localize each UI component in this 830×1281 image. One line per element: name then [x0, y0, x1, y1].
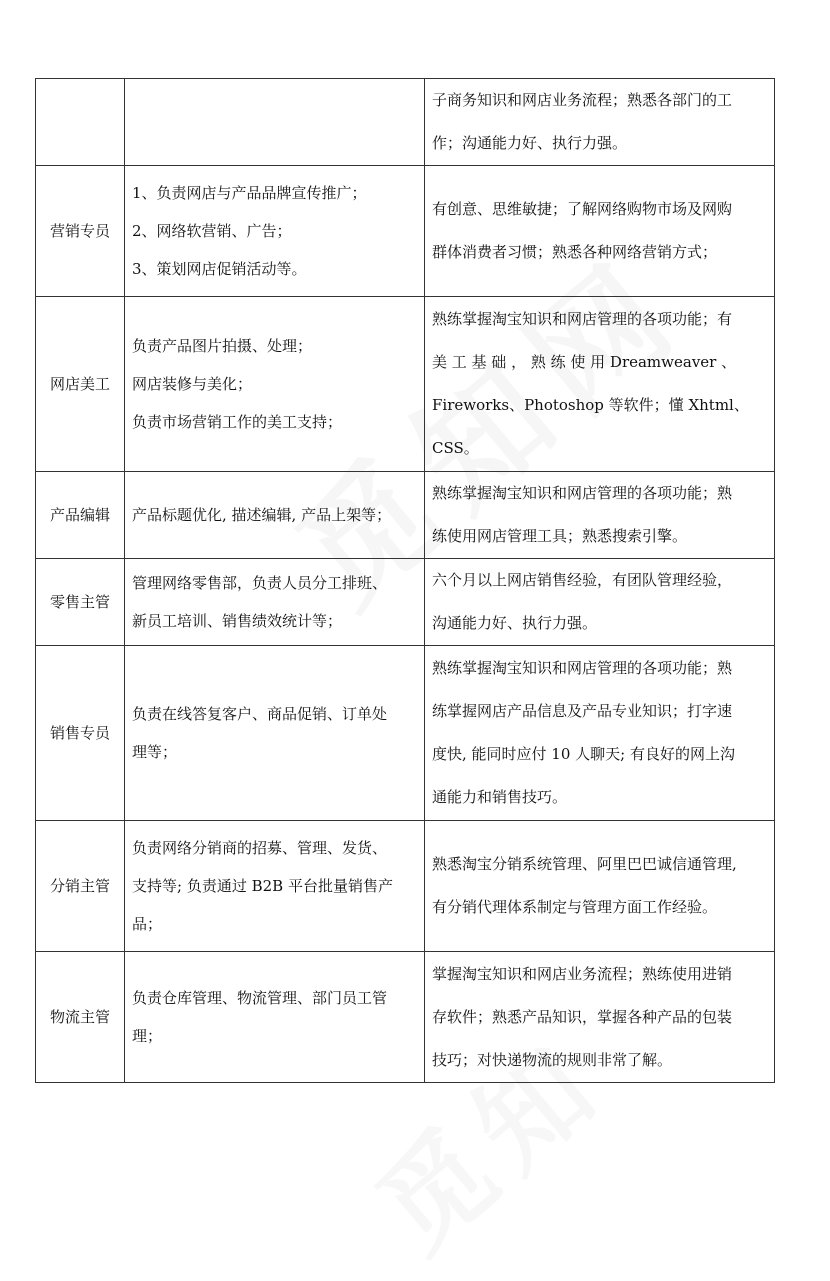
requirements-cell: 六个月以上网店销售经验，有团队管理经验， 沟通能力好、执行力强。: [425, 559, 775, 646]
duties-cell: 负责在线答复客户、商品促销、订单处 理等；: [125, 646, 425, 821]
role-title-cell: 网店美工: [36, 297, 125, 472]
duties-cell: 产品标题优化, 描述编辑, 产品上架等；: [125, 472, 425, 559]
table-row: [36, 821, 775, 952]
duties-cell: [125, 79, 425, 166]
table-row: [36, 559, 775, 646]
role-title-cell: 分销主管: [36, 821, 125, 952]
table-row: [36, 79, 775, 166]
table-row: [36, 166, 775, 297]
requirements-cell: 熟练掌握淘宝知识和网店管理的各项功能；熟 练掌握网店产品信息及产品专业知识；打字速 度快, 能同时应付 10 人聊天; 有良好的网上沟 通能力和销售技巧。: [425, 646, 775, 821]
requirements-cell: 熟练掌握淘宝知识和网店管理的各项功能；熟 练使用网店管理工具；熟悉搜索引擎。: [425, 472, 775, 559]
job-roles-table: [35, 78, 775, 1083]
role-title-cell: [36, 79, 125, 166]
duties-cell: 负责仓库管理、物流管理、部门员工管 理；: [125, 952, 425, 1083]
duties-cell: 负责产品图片拍摄、处理； 网店装修与美化； 负责市场营销工作的美工支持；: [125, 297, 425, 472]
requirements-cell: 掌握淘宝知识和网店业务流程；熟练使用进销 存软件；熟悉产品知识，掌握各种产品的包装 技巧；对快递物流的规则非常了解。: [425, 952, 775, 1083]
duties-cell: 1、负责网店与产品品牌宣传推广； 2、网络软营销、广告； 3、策划网店促销活动等。: [125, 166, 425, 297]
table-row: [36, 952, 775, 1083]
requirements-cell: 子商务知识和网店业务流程；熟悉各部门的工 作；沟通能力好、执行力强。: [425, 79, 775, 166]
role-title-cell: 销售专员: [36, 646, 125, 821]
role-title-cell: 产品编辑: [36, 472, 125, 559]
table-row: [36, 646, 775, 821]
table-row: [36, 472, 775, 559]
role-title-cell: 物流主管: [36, 952, 125, 1083]
requirements-cell: 熟练掌握淘宝知识和网店管理的各项功能；有 美 工 基 础 ， 熟 练 使 用 Dreamweaver 、 Fireworks、Photoshop 等软件；懂 Xhtml、 CSS。: [425, 297, 775, 472]
role-title-cell: 零售主管: [36, 559, 125, 646]
role-title-cell: 营销专员: [36, 166, 125, 297]
duties-cell: 负责网络分销商的招募、管理、发货、 支持等; 负责通过 B2B 平台批量销售产 品；: [125, 821, 425, 952]
table-row: [36, 297, 775, 472]
requirements-cell: 有创意、思维敏捷；了解网络购物市场及网购 群体消费者习惯；熟悉各种网络营销方式；: [425, 166, 775, 297]
duties-cell: 管理网络零售部，负责人员分工排班、 新员工培训、销售绩效统计等；: [125, 559, 425, 646]
requirements-cell: 熟悉淘宝分销系统管理、阿里巴巴诚信通管理, 有分销代理体系制定与管理方面工作经验。: [425, 821, 775, 952]
table-body: [36, 79, 775, 1083]
